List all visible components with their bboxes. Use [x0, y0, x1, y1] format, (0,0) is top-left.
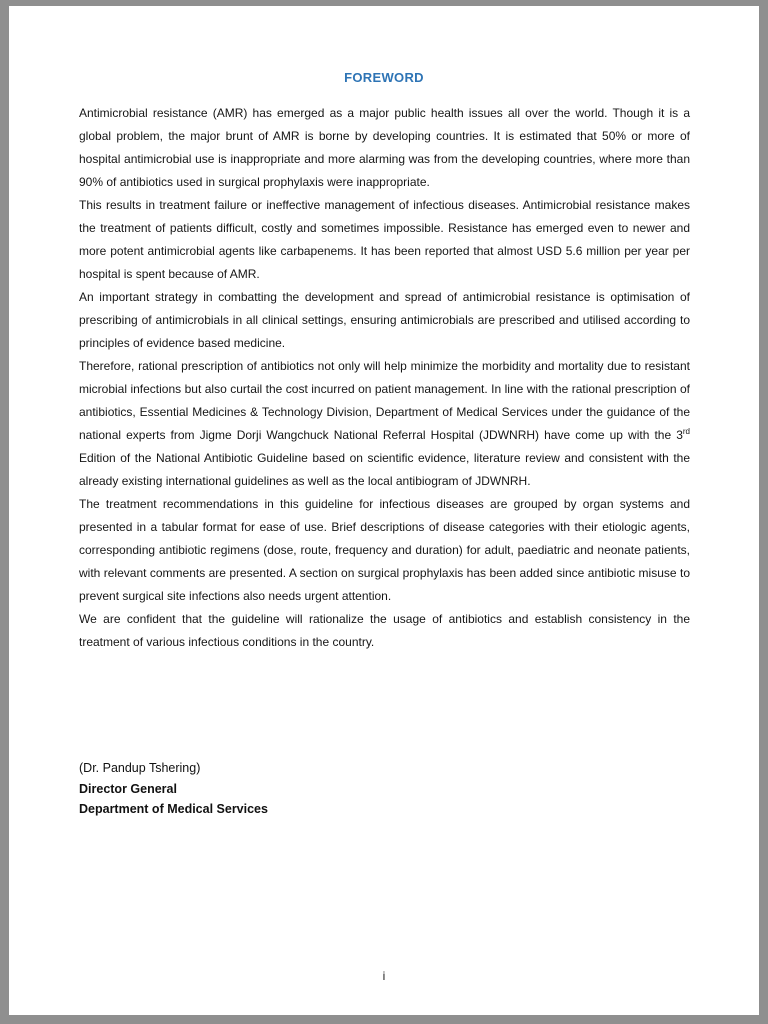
signatory-title: Director General — [79, 781, 177, 796]
paragraph-5: The treatment recommendations in this guideline for infectious diseases are grouped by organ systems and presented in a tabular format for ease of use. Brief descriptions of disease categories with their etiologic agents, corresponding antibiotic regimens (dose, route, frequency and duration) for adult, paediatric and neonate patients, with relevant comments are presented. A section on surgical prophylaxis has been added since antibiotic misuse to prevent surgical site infections also needs urgent attention. — [79, 497, 690, 603]
paragraph-6: We are confident that the guideline will rationalize the usage of antibiotics and establish consistency in the treatment of various infectious conditions in the country. — [79, 612, 690, 649]
paragraph-2: This results in treatment failure or ineffective management of infectious diseases. Antimicrobial resistance makes the treatment of patients difficult, costly and sometimes impossible. Resistance has emerged even to newer and more potent antimicrobial agents like carbapenems. It has been reported that almost USD 5.6 million per year per hospital is spent because of AMR. — [79, 198, 690, 281]
paragraph-1: Antimicrobial resistance (AMR) has emerged as a major public health issues all over the world. Though it is a global problem, the major brunt of AMR is borne by developing countries. It is estimated that 50% or more of hospital antimicrobial use is inappropriate and more alarming was from the developing countries, where more than 90% of antibiotics used in surgical prophylaxis were inappropriate. — [79, 106, 690, 189]
signatory-department: Department of Medical Services — [79, 802, 268, 816]
paragraph-4 — [79, 355, 690, 493]
page-title: FOREWORD — [344, 70, 424, 85]
paragraph-3: An important strategy in combatting the development and spread of antimicrobial resistance is optimisation of prescribing of antimicrobials in all clinical settings, ensuring antimicrobials are prescribed and utilised according to principles of evidence based medicine. — [79, 290, 690, 350]
signatory-name: (Dr. Pandup Tshering) — [79, 761, 201, 775]
ordinal-superscript: rd — [682, 427, 690, 436]
paragraph-4-text-continued: Edition of the National Antibiotic Guideline based on scientific evidence, literature review and consistent with the already existing international guidelines as well as the local antibiogram of JDWNRH. — [79, 451, 690, 488]
document-body — [79, 102, 690, 654]
document-page — [9, 6, 759, 1015]
paragraph-4-text: Therefore, rational prescription of antibiotics not only will help minimize the morbidity and mortality due to resistant microbial infections but also curtail the cost incurred on patient management. In line with the rational prescription of antibiotics, Essential Medicines & Technology Division, Department of Medical Services under the guidance of the national experts from Jigme Dorji Wangchuck National Referral Hospital (JDWNRH) have come up with the 3 — [79, 359, 690, 442]
signature-block — [79, 758, 268, 820]
page-number: i — [382, 969, 386, 983]
